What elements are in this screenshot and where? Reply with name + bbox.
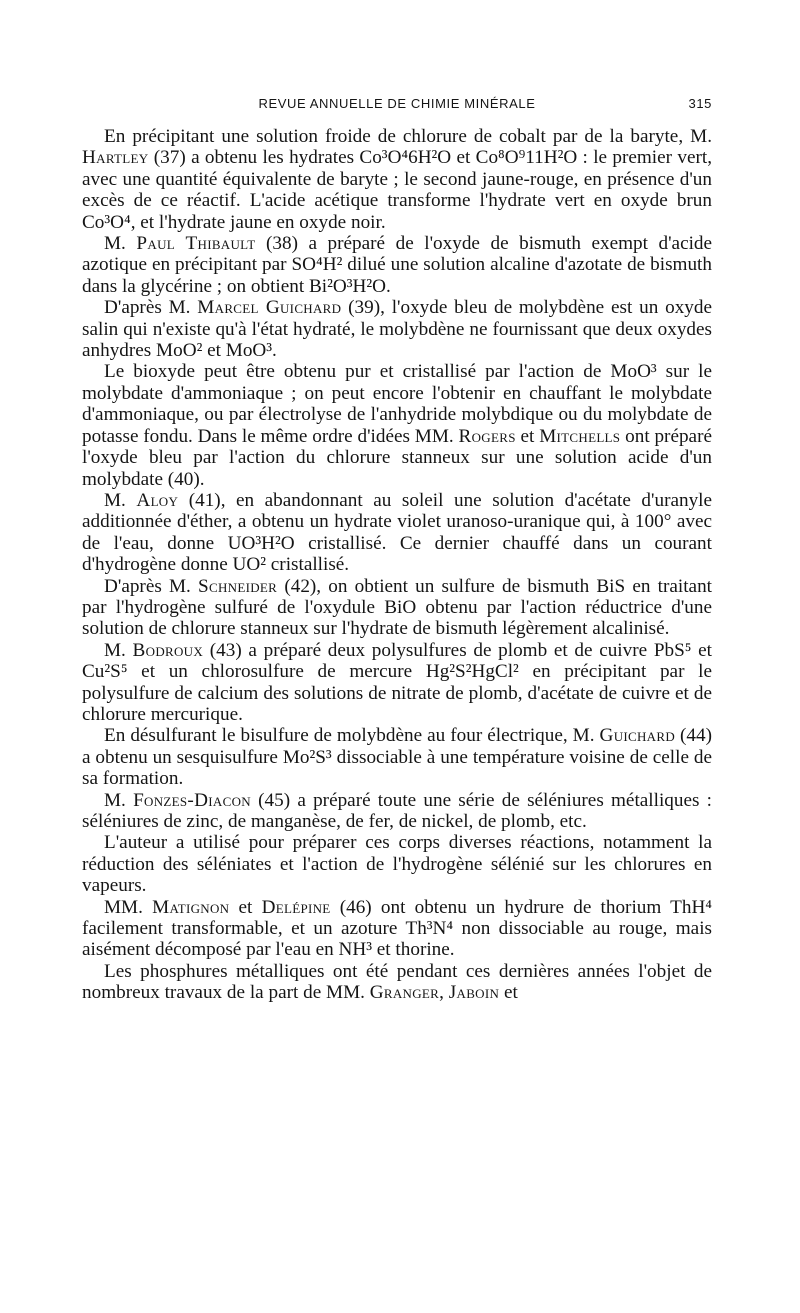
paragraph-text: , bbox=[439, 982, 449, 1004]
paragraph-text: En précipitant une solution froide de chlorure de cobalt par de la baryte, M. bbox=[104, 126, 712, 147]
paragraph-4 bbox=[82, 361, 712, 489]
paragraph-text: (41), en abandonnant au soleil une solution d'acétate d'uranyle additionnée d'éther, a obtenu un hydrate violet uranoso-uranique qui, à 100° avec de l'eau, donne UO³H²O cristallisé. Ce dernier chauffé dans un courant d'hydrogène donne UO² cristallisé. bbox=[82, 489, 713, 576]
paragraph-text: D'après M. bbox=[104, 297, 198, 319]
paragraph-6 bbox=[82, 576, 712, 640]
author-name: Marcel Guichard bbox=[197, 297, 342, 319]
paragraph-text: MM. bbox=[104, 896, 153, 918]
paragraph-2 bbox=[82, 233, 712, 297]
author-name: Granger bbox=[369, 982, 440, 1004]
paragraph-text: (39), l'oxyde bleu de molybdène est un oxyde salin qui n'existe qu'à l'état hydraté, le molybdène ne fournissant que deux oxydes anhydres MoO² et MoO³. bbox=[82, 297, 712, 362]
author-name: Matignon bbox=[152, 896, 230, 918]
page-number: 315 bbox=[688, 96, 712, 111]
page-header bbox=[82, 96, 712, 126]
author-name: Bodroux bbox=[132, 639, 204, 661]
paragraph-text: M. bbox=[104, 789, 134, 811]
body-text bbox=[82, 126, 712, 1004]
paragraph-text: Les phosphures métalliques ont été pendant ces dernières années l'objet de nombreux travaux de la part de MM. bbox=[82, 960, 712, 1004]
paragraph-text: et bbox=[499, 982, 518, 1004]
author-name: Paul Thibault bbox=[136, 233, 256, 255]
paragraph-text: (45) a préparé toute une série de séléniures métalliques : séléniures de zinc, de manganèse, de fer, de nickel, de plomb, etc. bbox=[82, 789, 713, 832]
paragraph-11 bbox=[82, 897, 712, 961]
paragraph-text: (44) a obtenu un sesquisulfure Mo²S³ dissociable à une température voisine de celle de sa formation. bbox=[82, 725, 712, 790]
paragraph-12 bbox=[82, 961, 712, 1004]
author-name: Schneider bbox=[198, 575, 278, 597]
author-name: Fonzes-Diacon bbox=[133, 789, 251, 811]
paragraph-1 bbox=[82, 126, 712, 233]
paragraph-text: (38) a préparé de l'oxyde de bismuth exempt d'acide azotique en précipitant par SO⁴H² dilué une solution alcaline d'azotate de bismuth dans la glycérine ; on obtient Bi²O³H²O. bbox=[82, 233, 713, 297]
paragraph-text: M. bbox=[104, 639, 133, 661]
paragraph-text: D'après M. bbox=[104, 575, 199, 597]
paragraph-8 bbox=[82, 725, 712, 789]
paragraph-9 bbox=[82, 790, 712, 833]
paragraph-text: et bbox=[515, 425, 540, 447]
paragraph-text: En désulfurant le bisulfure de molybdène au four électrique, M. bbox=[104, 725, 600, 747]
paragraph-7 bbox=[82, 640, 712, 726]
paragraph-text: M. bbox=[104, 489, 137, 511]
paragraph-5 bbox=[82, 490, 712, 576]
author-name: Rogers bbox=[458, 425, 516, 447]
paragraph-text: (43) a préparé deux polysulfures de plomb et de cuivre PbS⁵ et Cu²S⁵ et un chlorosulfure de mercure Hg²S²HgCl² en précipitant par le polysulfure de calcium des solutions de nitrate de plomb, d'acétate de cuivre et de chlorure mercurique. bbox=[82, 639, 712, 725]
author-name: Mitchells bbox=[539, 425, 621, 447]
paragraph-10 bbox=[82, 832, 712, 896]
author-name: Jaboin bbox=[448, 982, 500, 1004]
paragraph-text: ont préparé l'oxyde bleu par l'action du chlorure stanneux sur une solution acide d'un molybdate (40). bbox=[82, 425, 712, 490]
author-name: Aloy bbox=[136, 489, 179, 511]
author-name: Hartley bbox=[82, 147, 149, 169]
paragraph-text: (37) a obtenu les hydrates Co³O⁴6H²O et Co⁸O⁹11H²O : le premier vert, avec une quantité équivalente de baryte ; le second jaune-rouge, en présence d'un excès de ce réactif. L'acide acétique transforme l'hydrate vert en oxyde brun Co³O⁴, et l'hydrate jaune en oxyde noir. bbox=[82, 147, 712, 233]
author-name: Guichard bbox=[599, 725, 676, 747]
paragraph-text: L'auteur a utilisé pour préparer ces corps diverses réactions, notamment la réduction des séléniates et l'action de l'hydrogène sélénié sur les chlorures en vapeurs. bbox=[82, 832, 712, 897]
running-title: REVUE ANNUELLE DE CHIMIE MINÉRALE bbox=[258, 96, 536, 111]
document-page bbox=[82, 0, 712, 1004]
paragraph-text: M. bbox=[104, 233, 137, 255]
author-name: Delépine bbox=[261, 896, 331, 918]
paragraph-text: et bbox=[229, 896, 262, 918]
paragraph-text: (46) ont obtenu un hydrure de thorium ThH⁴ facilement transformable, et un azoture Th³N⁴ non dissociable au rouge, mais aisément décomposé par l'eau en NH³ et thorine. bbox=[82, 896, 712, 961]
paragraph-text: Le bioxyde peut être obtenu pur et cristallisé par l'action de MoO³ sur le molybdate d'ammoniaque ; on peut encore l'obtenir en chauffant le molybdate d'ammoniaque, ou par électrolyse de l'anhydride molybdique ou du molybdate de potasse fondu. Dans le même ordre d'idées MM. bbox=[82, 361, 712, 447]
paragraph-text: (42), on obtient un sulfure de bismuth BiS en traitant par l'hydrogène sulfuré de l'oxydule BiO obtenu par l'action réductrice d'une solution de chlorure stanneux sur l'hydrate de bismuth légèrement alcalinisé. bbox=[82, 575, 712, 640]
paragraph-3 bbox=[82, 297, 712, 361]
